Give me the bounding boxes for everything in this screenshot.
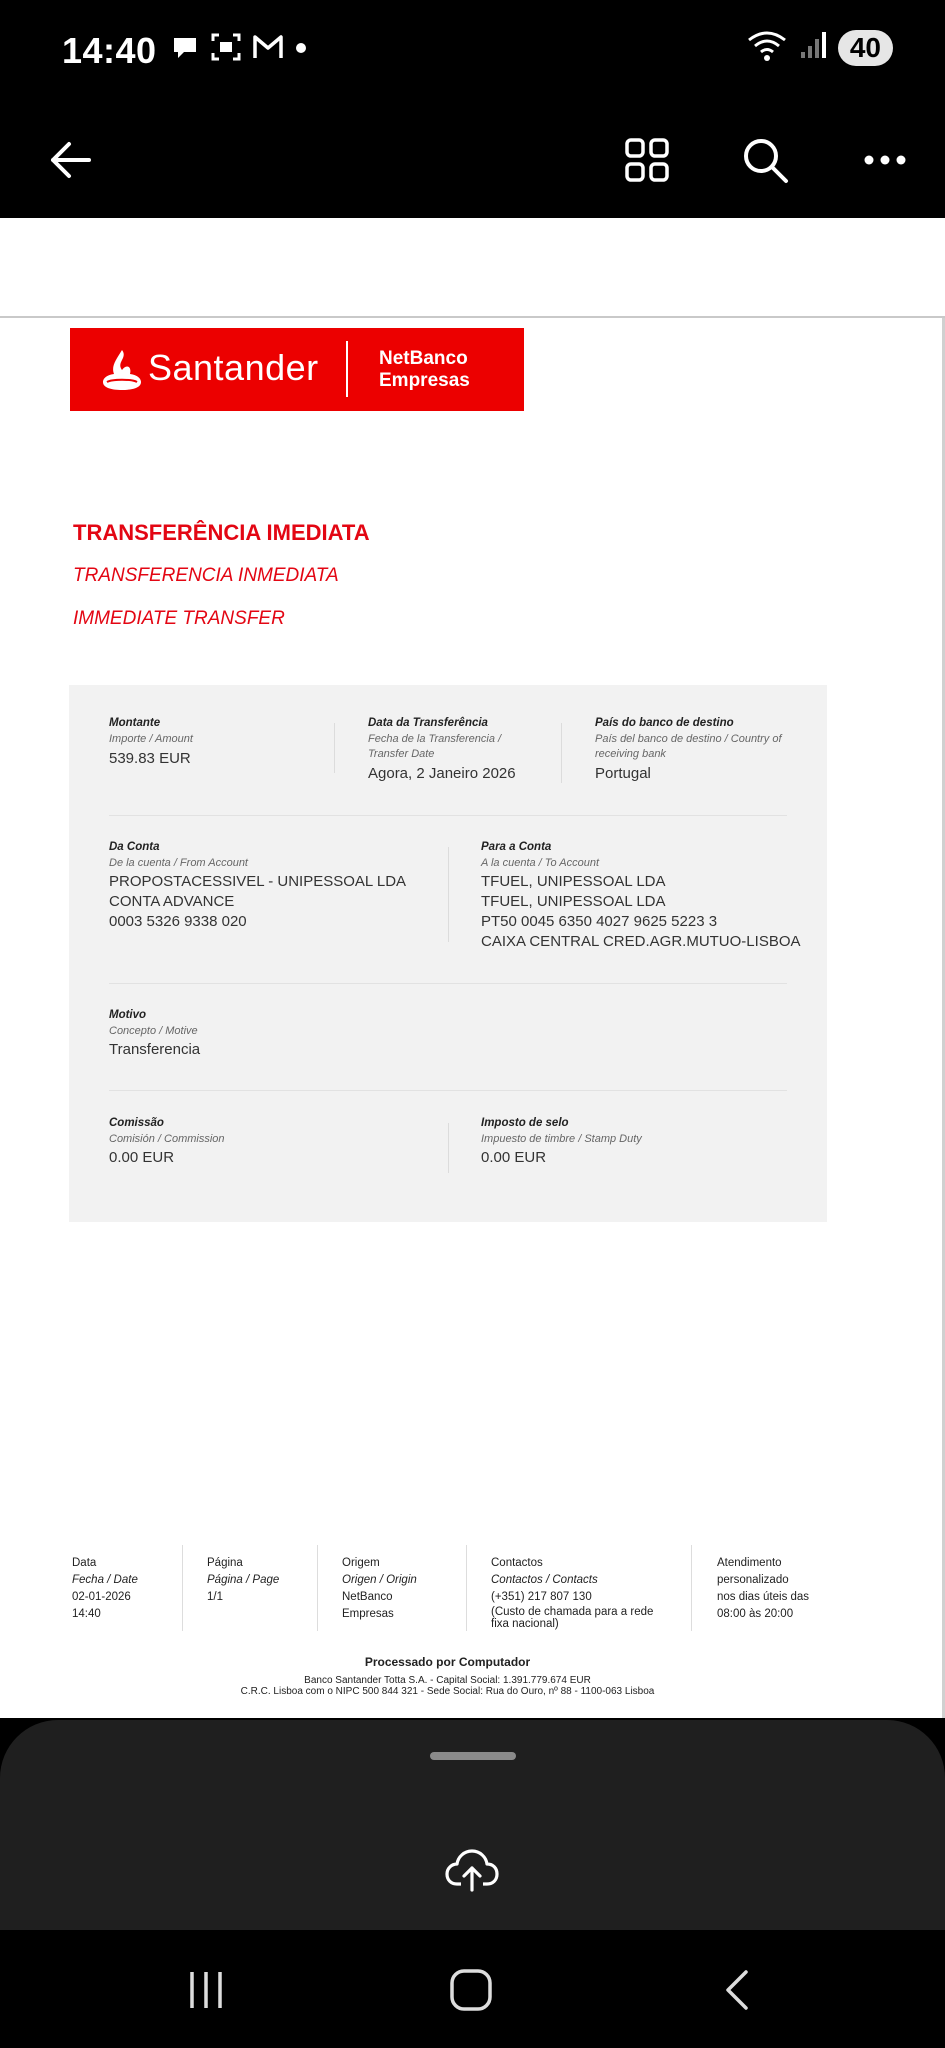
app-toolbar (0, 104, 945, 218)
system-nav-bar (0, 1930, 945, 2048)
nav-back-icon (722, 1968, 752, 2012)
from-account-name: PROPOSTACESSIVEL - UNIPESSOAL LDA (109, 873, 407, 890)
separator (561, 723, 562, 783)
stamp-duty-value: 0.00 EUR (481, 1149, 547, 1166)
upload-button[interactable] (445, 1848, 499, 1897)
destination-country-value: Portugal (595, 765, 651, 782)
grid-view-icon (623, 136, 671, 184)
commission-value: 0.00 EUR (109, 1149, 175, 1166)
motive-label: Motivo (109, 1009, 147, 1021)
cloud-upload-icon (445, 1848, 499, 1892)
recents-icon (186, 1970, 226, 2010)
status-time: 14:40 (62, 30, 157, 71)
destination-country-label: País do banco de destino (595, 717, 734, 729)
gmail-icon (252, 32, 284, 67)
brand-name: Santander (148, 347, 319, 388)
footer-separator (317, 1545, 318, 1631)
back-arrow-icon (47, 140, 93, 180)
back-button[interactable] (38, 128, 102, 192)
search-icon (740, 135, 790, 185)
santander-flame-icon (102, 348, 142, 390)
chat-bubble-icon (170, 32, 200, 67)
from-account-type: CONTA ADVANCE (109, 893, 235, 910)
document-title-en: IMMEDIATE TRANSFER (73, 608, 285, 629)
notification-icons (170, 32, 308, 67)
drag-handle[interactable] (430, 1752, 516, 1760)
separator (448, 847, 449, 942)
home-icon (449, 1968, 493, 2012)
wifi-icon (746, 28, 788, 67)
commission-label: Comissão (109, 1117, 164, 1129)
recents-button[interactable] (176, 1960, 236, 2020)
more-options-icon (863, 154, 907, 166)
stamp-duty-label: Imposto de selo (481, 1117, 569, 1129)
transfer-details-panel (69, 685, 827, 1222)
bottom-sheet (0, 1720, 945, 1930)
footer-support-hours: Atendimento personalizado nos dias úteis das 08:00 às 20:00 (717, 1557, 810, 1620)
status-bar (0, 0, 945, 104)
transfer-date-label: Data da Transferência (368, 717, 488, 729)
amount-sublabel: Importe / Amount (109, 733, 193, 745)
row-divider (109, 1090, 787, 1091)
motive-value: Transferencia (109, 1041, 201, 1058)
row-divider (109, 983, 787, 984)
footer-separator (182, 1545, 183, 1631)
logo-divider (346, 341, 348, 397)
document-title-pt: TRANSFERÊNCIA IMEDIATA (73, 520, 370, 545)
more-options-button[interactable] (853, 128, 917, 192)
to-account-label: Para a Conta (481, 841, 552, 853)
search-button[interactable] (733, 128, 797, 192)
to-account-holder: TFUEL, UNIPESSOAL LDA (481, 893, 666, 910)
transfer-date-value: Agora, 2 Janeiro 2026 (368, 765, 516, 782)
from-account-label: Da Conta (109, 841, 160, 853)
processed-note: Processado por Computador Banco Santander Totta S.A. - Capital Social: 1.391.779.674 EUR C.R.C. Lisboa com o NIPC 500 844 321 - Sede Social: Rua do Ouro, nº 88 - 1100-063 Lisboa (240, 1655, 655, 1697)
to-account-sublabel: A la cuenta / To Account (481, 857, 600, 869)
to-account-bank: CAIXA CENTRAL CRED.AGR.MUTUO-LISBOA (481, 933, 801, 950)
product-name: NetBanco Empresas (379, 348, 470, 391)
footer-origin: Origem Origen / Origin NetBanco Empresas (342, 1557, 417, 1620)
dot-icon (294, 32, 308, 67)
screenshot-icon (210, 32, 242, 67)
stamp-duty-sublabel: Impuesto de timbre / Stamp Duty (481, 1133, 642, 1145)
amount-value: 539.83 EUR (109, 750, 191, 767)
amount-label: Montante (109, 717, 161, 729)
separator (448, 1123, 449, 1173)
santander-logo (70, 328, 524, 411)
nav-back-button[interactable] (707, 1960, 767, 2020)
footer-date: Data Fecha / Date 02-01-2026 14:40 (72, 1557, 138, 1620)
page-top-edge (0, 316, 945, 318)
transfer-date-sublabel-2: Transfer Date (368, 748, 435, 760)
document-title-es: TRANSFERENCIA INMEDIATA (73, 565, 339, 586)
footer-page: Página Página / Page 1/1 (207, 1557, 280, 1603)
to-account-iban: PT50 0045 6350 4027 9625 5223 3 (481, 913, 718, 930)
footer-contacts: Contactos Contactos / Contacts (+351) 217 807 130 (Custo de chamada para a rede fixa nacional) (491, 1557, 654, 1630)
from-account-sublabel: De la cuenta / From Account (109, 857, 248, 869)
destination-country-sublabel-1: País del banco de destino / Country of (595, 733, 782, 745)
motive-sublabel: Concepto / Motive (109, 1025, 198, 1037)
destination-country-sublabel-2: receiving bank (595, 748, 666, 760)
transfer-date-sublabel-1: Fecha de la Transferencia / (368, 733, 502, 745)
row-divider (109, 815, 787, 816)
footer-separator (691, 1545, 692, 1631)
commission-sublabel: Comisión / Commission (109, 1133, 225, 1145)
from-account-number: 0003 5326 9338 020 (109, 913, 247, 930)
battery-indicator: 40 (838, 30, 893, 66)
footer-separator (466, 1545, 467, 1631)
home-button[interactable] (441, 1960, 501, 2020)
to-account-name: TFUEL, UNIPESSOAL LDA (481, 873, 666, 890)
signal-icon (800, 30, 826, 65)
separator (334, 723, 335, 773)
grid-view-button[interactable] (615, 128, 679, 192)
